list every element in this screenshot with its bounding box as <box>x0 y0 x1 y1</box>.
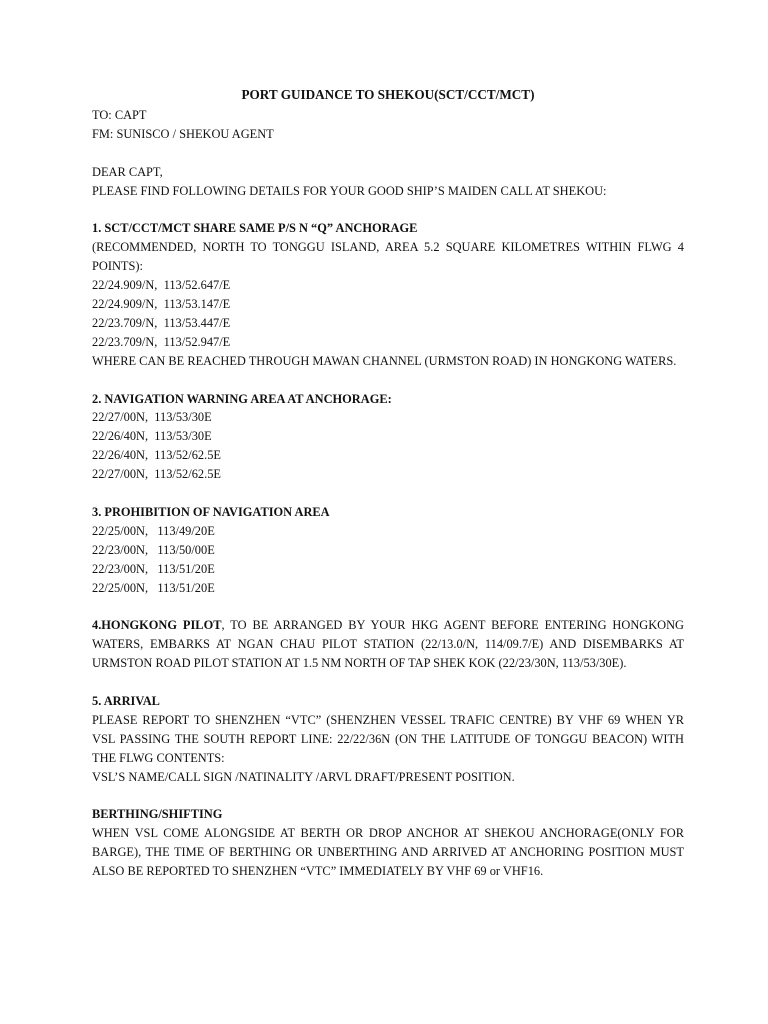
coordinate-line: 22/26/40N, 113/53/30E <box>92 429 212 444</box>
berthing-body: WHEN VSL COME ALONGSIDE AT BERTH OR DROP ANCHOR AT SHEKOU ANCHORAGE(ONLY FOR BARGE), THE TIME OF BERTHING OR UNBERTHING AND ARRIVED AT ANCHORING POSITION MUST ALSO BE REPORTED TO SHENZHEN “VTC” IMMEDIATELY BY VHF 69 or VHF16. <box>92 826 684 879</box>
document-title: PORT GUIDANCE TO SHEKOU(SCT/CCT/MCT) <box>241 87 535 102</box>
intro-text: PLEASE FIND FOLLOWING DETAILS FOR YOUR GOOD SHIP’S MAIDEN CALL AT SHEKOU: <box>92 183 607 198</box>
section-5-body: PLEASE REPORT TO SHENZHEN “VTC” (SHENZHEN VESSEL TRAFIC CENTRE) BY VHF 69 WHEN YR VSL PASSING THE SOUTH REPORT LINE: 22/22/36N (ON THE LATITUDE OF TONGGU BEACON) WITH THE FLWG CONTENTS: <box>92 712 684 765</box>
coordinate-line: 22/24.909/N, 113/52.647/E <box>92 278 231 293</box>
coordinate-line: 22/23.709/N, 113/52.947/E <box>92 334 231 349</box>
section-4-paragraph <box>92 616 684 673</box>
coordinate-line: 22/23/00N, 113/50/00E <box>92 542 215 557</box>
berthing-heading: BERTHING/SHIFTING <box>92 807 223 822</box>
coordinate-line: 22/25/00N, 113/51/20E <box>92 580 215 595</box>
section-1-note: WHERE CAN BE REACHED THROUGH MAWAN CHANNEL (URMSTON ROAD) IN HONGKONG WATERS. <box>92 353 677 368</box>
coordinate-line: 22/23.709/N, 113/53.447/E <box>92 315 231 330</box>
document-body <box>92 84 684 881</box>
section-2-heading: 2. NAVIGATION WARNING AREA AT ANCHORAGE: <box>92 391 392 406</box>
section-1-heading: 1. SCT/CCT/MCT SHARE SAME P/S N “Q” ANCHORAGE <box>92 221 418 236</box>
coordinate-line: 22/25/00N, 113/49/20E <box>92 523 215 538</box>
to-line: TO: CAPT <box>92 108 147 122</box>
coordinate-line: 22/27/00N, 113/53/30E <box>92 410 212 425</box>
section-3-heading: 3. PROHIBITION OF NAVIGATION AREA <box>92 504 330 519</box>
coordinate-line: 22/24.909/N, 113/53.147/E <box>92 297 231 312</box>
section-1-description: (RECOMMENDED, NORTH TO TONGGU ISLAND, AREA 5.2 SQUARE KILOMETRES WITHIN FLWG 4 POINTS): <box>92 240 684 274</box>
from-line: FM: SUNISCO / SHEKOU AGENT <box>92 126 274 141</box>
coordinate-line: 22/27/00N, 113/52/62.5E <box>92 467 221 482</box>
coordinate-line: 22/23/00N, 113/51/20E <box>92 561 215 576</box>
greeting: DEAR CAPT, <box>92 164 163 179</box>
section-5-heading: 5. ARRIVAL <box>92 694 160 708</box>
section-4-heading: 4.HONGKONG PILOT <box>92 618 222 633</box>
section-4-body: , TO BE ARRANGED BY YOUR HKG AGENT BEFORE ENTERING HONGKONG WATERS, EMBARKS AT NGAN CHAU PILOT STATION (22/13.0/N, 114/09.7/E) AND DISEMBARKS AT URMSTON ROAD PILOT STATION AT 1.5 NM NORTH OF TAP SHEK KOK (22/23/30N, 113/53/30E). <box>92 618 685 671</box>
report-contents: VSL’S NAME/CALL SIGN /NATINALITY /ARVL DRAFT/PRESENT POSITION. <box>92 769 515 784</box>
coordinate-line: 22/26/40N, 113/52/62.5E <box>92 448 221 463</box>
